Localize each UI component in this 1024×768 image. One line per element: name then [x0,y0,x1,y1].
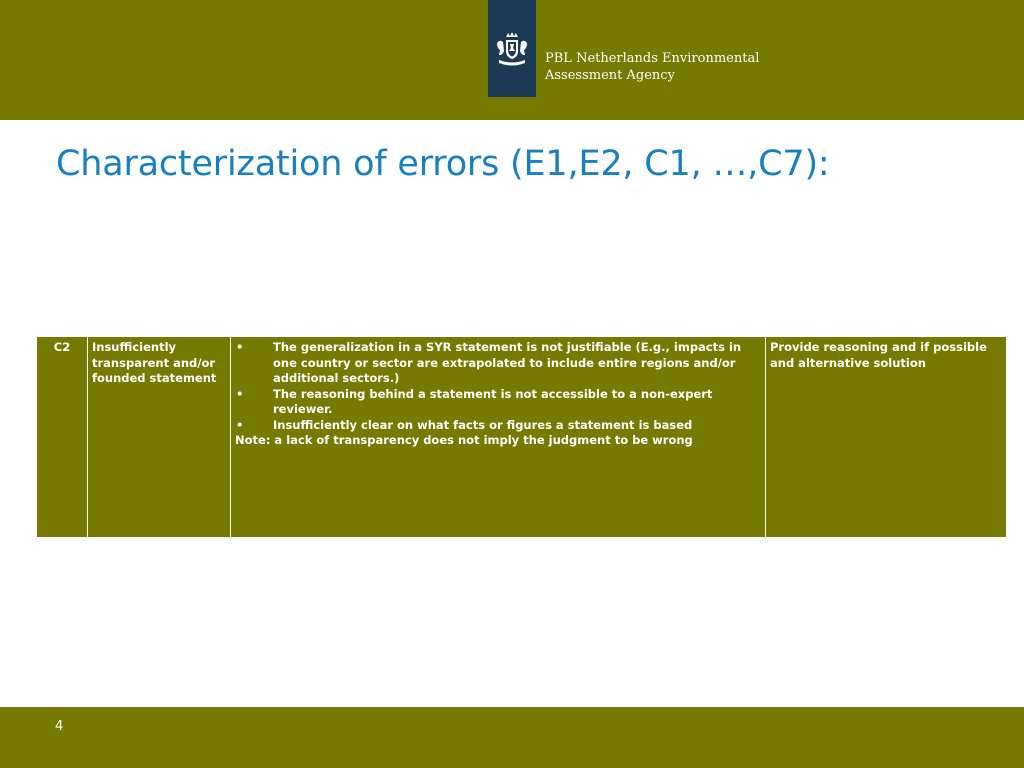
org-name-line-1: PBL Netherlands Environmental [545,51,760,66]
error-description-cell [231,337,766,538]
header-band [0,0,1024,120]
remedy-cell: Provide reasoning and if possible and alternative solution [766,337,1007,538]
list-item [235,340,761,387]
bullet-text: The generalization in a SYR statement is not justifiable (E.g., impacts in one country or sector are extrapolated to include entire regions and/or additional sectors.) [273,340,742,385]
bullet-icon: • [236,417,244,432]
page-number: 4 [55,719,64,734]
error-code-cell: C2 [37,337,88,538]
note-text: Note: a lack of transparency does not imply the judgment to be wrong [235,433,693,447]
org-name-line-2: Assessment Agency [545,68,675,83]
logo [488,0,536,97]
organization-name [545,50,785,84]
list-item [235,387,761,418]
error-characterization-table [36,336,1007,538]
bullet-icon: • [236,340,244,354]
bullet-text: The reasoning behind a statement is not accessible to a non-expert reviewer. [273,386,713,416]
slide-title: Characterization of errors (E1,E2, C1, …,C7): [56,144,830,184]
bullet-text: Insufficiently clear on what facts or figures a statement is based [273,417,693,432]
description-bullet-list [235,340,761,433]
list-item [235,418,761,434]
bullet-icon: • [236,386,244,401]
coat-of-arms-icon [492,29,532,69]
error-name-cell: Insufficiently transparent and/or founded statement [88,337,231,538]
table-row [37,337,1007,538]
footer-band [0,707,1024,768]
